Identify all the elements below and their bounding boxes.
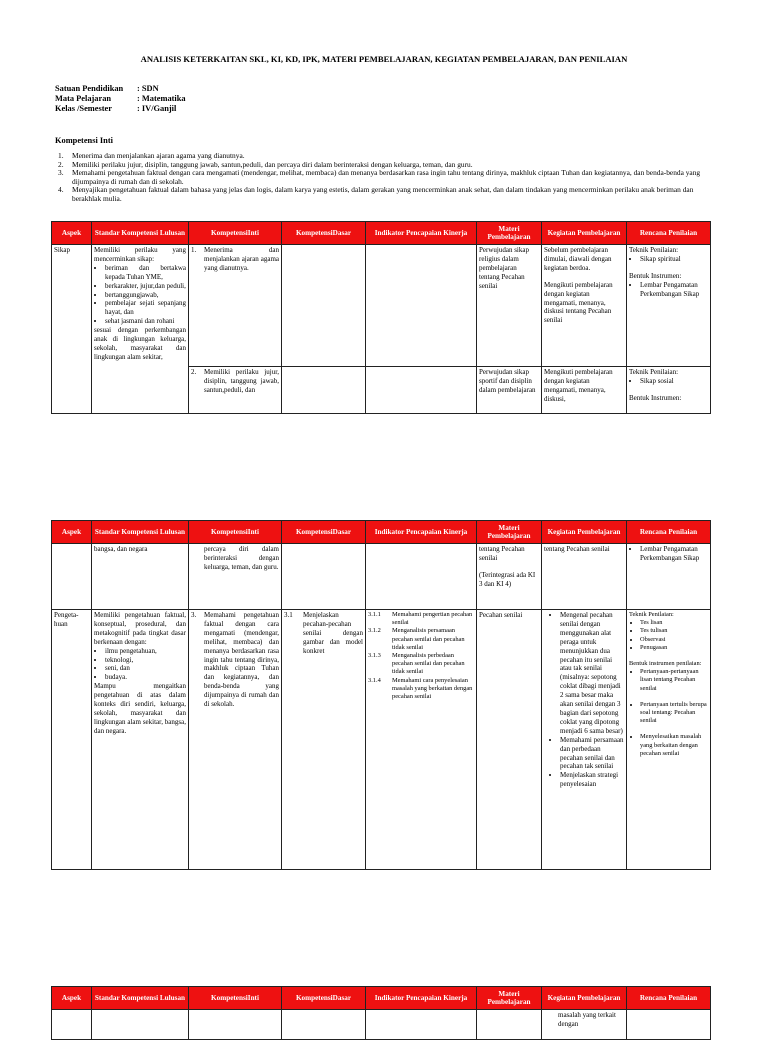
meta-label: Kelas /Semester <box>55 104 112 113</box>
header-row <box>52 987 711 1010</box>
header-aspek: Aspek <box>52 521 92 544</box>
list-item: • seni, dan <box>105 664 186 673</box>
ki-num: 2. <box>58 159 64 169</box>
penilaian-label: Bentuk Instrumen: <box>629 271 682 280</box>
kegiatan-text: Mengikuti pembelajaran dengan kegiatan mengamati, menanya, diskusi tentang Pecahan senilai <box>544 280 613 325</box>
aspek-cell <box>52 544 92 610</box>
analysis-table-3 <box>51 986 711 1040</box>
list-item: • Tes tulisan <box>640 627 708 635</box>
materi-cell <box>477 544 542 610</box>
kegiatan-text: Sebelum pembelajaran dimulai, diawali dengan kegiatan berdoa. <box>544 246 612 272</box>
ki-num: 3. <box>58 168 64 178</box>
ki-heading: Kompetensi Inti <box>55 136 113 145</box>
ipk-text: Menganalisis perbedaan pecahan senilai dan pecahan tidak senilai <box>392 652 465 676</box>
ki-text: Menerima dan menjalankan ajaran agama yang dianutnya. <box>204 246 279 272</box>
header-row <box>52 222 711 245</box>
penilaian-list <box>629 281 708 299</box>
ki-num: 3. <box>191 611 197 619</box>
ki-item <box>58 169 708 186</box>
analysis-table-1 <box>51 221 711 414</box>
kd-text: Menjelaskan pecahan-pecahan senilai dengan gambar dan model konkret <box>303 611 363 655</box>
penilaian-cell <box>627 544 711 610</box>
ipk-num: 3.1.4 <box>368 676 381 684</box>
ipk-text: Memahami pengertian pecahan senilai <box>392 611 473 627</box>
meta-row <box>55 104 186 114</box>
header-skl: Standar Kompetensi Lulusan <box>92 987 189 1010</box>
list-item: • Penugasan <box>640 644 708 652</box>
ipk-item <box>368 677 474 702</box>
table-row <box>52 245 711 367</box>
kd-cell <box>282 367 366 414</box>
header-kegiatan: Kegiatan Pembelajaran <box>542 521 627 544</box>
list-item: • Menyelesaikan masalah yang berkaitan dengan pecahan senilai <box>640 733 708 758</box>
materi-cell: Perwujudan sikap sportif dan disiplin dalam pembelajaran <box>477 367 542 414</box>
penilaian-label: Teknik Penilaian: <box>629 246 679 254</box>
ki-text: Memahami pengetahuan faktual dengan cara mengamati (mendengar, melihat, membaca) dan menanya berdasarkan rasa ingin tahu tentang dirinya, makhluk ciptaan Tuhan dan kegiatannya, dan benda-benda yang dijumpainya di rumah dan di sekolah. <box>204 611 279 709</box>
kegiatan-cell: tentang Pecahan senilai <box>542 544 627 610</box>
ki-cell <box>189 245 282 367</box>
ipk-item <box>368 652 474 677</box>
table-row <box>52 610 711 870</box>
ipk-cell <box>366 367 477 414</box>
skl-cell <box>92 245 189 414</box>
ki-list <box>58 152 708 204</box>
list-item: • berkarakter, jujur,dan peduli, <box>105 282 186 291</box>
ipk-cell <box>366 1010 477 1040</box>
materi-note: (Terintegrasi ada KI 3 dan KI 4) <box>479 570 536 588</box>
header-row <box>52 521 711 544</box>
header-kd: KompetensiDasar <box>282 521 366 544</box>
header-aspek: Aspek <box>52 987 92 1010</box>
list-item: • Sikap spiritual <box>640 255 708 264</box>
list-item: • Lembar Pengamatan Perkembangan Sikap <box>640 545 708 563</box>
aspek-cell <box>52 1010 92 1040</box>
list-item: • Tes lisan <box>640 619 708 627</box>
list-item: • Mengenal pecahan senilai dengan menggunakan alat peraga untuk menunjukkan dua pecahan itu senilai atau tak senilai (misalnya: sepotong coklat dibagi menjadi 2 sama besar maka akan senilai dengan 3 bagian dari sepotong coklat yang dipotong menjadi 6 sama besar) <box>560 611 624 736</box>
materi-cell: Perwujudan sikap religius dalam pembelajaran tentang Pecahan senilai <box>477 245 542 367</box>
table-row <box>52 544 711 610</box>
penilaian-cell <box>627 1010 711 1040</box>
header-penilaian: Rencana Penilaian <box>627 222 711 245</box>
list-item: • pembelajar sejati sepanjang hayat, dan <box>105 299 186 317</box>
penilaian-label: Bentuk Instrumen: <box>629 393 682 402</box>
ki-num: 1. <box>58 151 64 160</box>
penilaian-list <box>629 545 708 563</box>
materi-cell <box>477 1010 542 1040</box>
ipk-text: Menganalisis persamaan pecahan senilai dan pecahan tidak senilai <box>392 627 465 651</box>
penilaian-list <box>629 377 708 386</box>
ki-num: 4. <box>58 185 64 195</box>
penilaian-cell <box>627 367 711 414</box>
skl-cell: bangsa, dan negara <box>92 544 189 610</box>
penilaian-label: Teknik Penilaian: <box>629 611 674 618</box>
ki-text: Menyajikan pengetahuan faktual dalam bahasa yang jelas dan logis, dalam karya yang estetis, dalam gerakan yang mencerminkan anak sehat, dan dalam tindakan yang mencerminkan perilaku anak beriman dan berakhlak mulia. <box>72 185 694 203</box>
ki-text: percaya diri dalam berinteraksi dengan keluarga, teman, dan guru. <box>204 545 279 571</box>
kd-cell <box>282 1010 366 1040</box>
materi-cell: Pecahan senilai <box>477 610 542 870</box>
kegiatan-text: masalah yang terkait dengan <box>558 1011 616 1028</box>
skl-intro: Memiliki perilaku yang mencerminkan sikap: <box>94 246 186 263</box>
document-meta <box>55 84 186 114</box>
ki-text: Memiliki perilaku jujur, disiplin, tanggung jawab, santun,peduli, dan <box>204 368 279 394</box>
ipk-cell <box>366 544 477 610</box>
kd-cell <box>282 544 366 610</box>
header-penilaian: Rencana Penilaian <box>627 987 711 1010</box>
document-title: ANALISIS KETERKAITAN SKL, KI, KD, IPK, MATERI PEMBELAJARAN, KEGIATAN PEMBELAJARAN, DAN PENILAIAN <box>140 54 628 64</box>
kegiatan-cell <box>542 1010 627 1040</box>
skl-cell <box>92 1010 189 1040</box>
header-aspek: Aspek <box>52 222 92 245</box>
kegiatan-list <box>544 611 624 789</box>
header-ki: KompetensiInti <box>189 521 282 544</box>
ipk-cell <box>366 245 477 367</box>
list-item: • budaya. <box>105 673 186 682</box>
list-item: • Pertanyaan tertulis berupa soal tentang: Pecahan senilai <box>640 701 708 726</box>
meta-label: Satuan Pendidikan <box>55 84 124 93</box>
table-row <box>52 1010 711 1040</box>
ki-num: 1. <box>191 246 197 254</box>
kegiatan-cell <box>542 245 627 367</box>
kegiatan-cell <box>542 610 627 870</box>
ipk-item <box>368 611 474 627</box>
kd-cell <box>282 610 366 870</box>
ipk-num: 3.1.2 <box>368 627 381 635</box>
meta-row <box>55 84 186 94</box>
skl-list <box>94 647 186 683</box>
header-skl: Standar Kompetensi Lulusan <box>92 521 189 544</box>
meta-value: : SDN <box>137 84 159 93</box>
ki-text: Memiliki perilaku jujur, disiplin, tanggung jawab, santun,peduli, dan percaya diri dalam berinteraksi dengan keluarga, teman, dan guru. <box>72 159 473 169</box>
skl-cell <box>92 610 189 870</box>
ipk-num: 3.1.1 <box>368 611 381 618</box>
ki-text: Menerima dan menjalankan ajaran agama yang dianutnya. <box>72 151 245 160</box>
header-kegiatan: Kegiatan Pembelajaran <box>542 987 627 1010</box>
list-item: • Memahami persamaan dan perbedaan pecahan senilai dan pecahan tak senilai <box>560 736 624 772</box>
header-ki: KompetensiInti <box>189 222 282 245</box>
ki-cell <box>189 610 282 870</box>
ki-item <box>58 186 708 203</box>
ki-num: 2. <box>191 368 197 376</box>
list-item: • Menjelaskan strategi penyelesaian <box>560 771 624 789</box>
header-materi: Materi Pembelajaran <box>477 987 542 1010</box>
kegiatan-cell: Mengikuti pembelajaran dengan kegiatan mengamati, menanya, diskusi, <box>542 367 627 414</box>
aspek-cell: Pengeta-huan <box>52 610 92 870</box>
meta-value: : IV/Ganjil <box>137 104 177 113</box>
header-materi: Materi Pembelajaran <box>477 521 542 544</box>
ki-cell <box>189 544 282 610</box>
skl-intro: Memiliki pengetahuan faktual, konseptual, prosedural, dan metakognitif pada tingkat dasar berkenaan dengan: <box>94 611 186 646</box>
penilaian-list <box>629 668 708 758</box>
ipk-num: 3.1.3 <box>368 652 381 660</box>
list-item: • bertanggungjawab, <box>105 291 186 300</box>
list-item: • teknologi, <box>105 656 186 665</box>
ki-cell <box>189 367 282 414</box>
penilaian-label: Teknik Penilaian: <box>629 368 679 376</box>
penilaian-cell <box>627 245 711 367</box>
penilaian-cell <box>627 610 711 870</box>
ipk-cell <box>366 610 477 870</box>
ki-cell <box>189 1010 282 1040</box>
penilaian-label: Bentuk instrumen penilaian: <box>629 660 702 668</box>
list-item: • sehat jasmani dan rohani <box>105 317 186 326</box>
ipk-text: Memahami cara penyelesaian masalah yang berkaitan dengan pecahan senilai <box>392 676 473 701</box>
header-ki: KompetensiInti <box>189 987 282 1010</box>
meta-value: : Matematika <box>137 94 186 103</box>
penilaian-list <box>629 619 708 652</box>
ki-text: Memahami pengetahuan faktual dengan cara mengamati (mendengar, melihat, membaca) dan menanya berdasarkan rasa ingin tahu tentang dirinya, makhluk ciptaan Tuhan dan kegiatannya, dan benda-benda yang dijumpainya di rumah dan di sekolah. <box>72 168 701 186</box>
header-materi: Materi Pembelajaran <box>477 222 542 245</box>
header-ipk: Indikator Pencapaian Kinerja <box>366 222 477 245</box>
header-skl: Standar Kompetensi Lulusan <box>92 222 189 245</box>
skl-list <box>94 264 186 326</box>
header-ipk: Indikator Pencapaian Kinerja <box>366 521 477 544</box>
kd-num: 3.1 <box>284 611 293 619</box>
list-item: • Observasi <box>640 636 708 644</box>
meta-label: Mata Pelajaran <box>55 94 112 103</box>
materi-text: tentang Pecahan senilai <box>479 545 525 562</box>
penilaian-list <box>629 255 708 264</box>
header-kd: KompetensiDasar <box>282 222 366 245</box>
ipk-item <box>368 627 474 652</box>
skl-tail: Mampu mengaitkan pengetahuan di atas dalam konteks diri sendiri, keluarga, sekolah, masyarakat dan lingkungan alam sekitar, bangsa, dan negara. <box>94 682 186 735</box>
skl-tail: sesuai dengan perkembangan anak di lingkungan keluarga, sekolah, masyarakat dan lingkungan alam sekitar, <box>94 326 186 361</box>
list-item: • ilmu pengetahuan, <box>105 647 186 656</box>
kd-cell <box>282 245 366 367</box>
header-kd: KompetensiDasar <box>282 987 366 1010</box>
meta-row <box>55 94 186 104</box>
aspek-cell: Sikap <box>52 245 92 414</box>
header-penilaian: Rencana Penilaian <box>627 521 711 544</box>
list-item: • Lembar Pengamatan Perkembangan Sikap <box>640 281 708 299</box>
analysis-table-2 <box>51 520 711 870</box>
list-item: • Pertanyaan-pertanyaan lisan tentang Pecahan senilai <box>640 668 708 693</box>
header-ipk: Indikator Pencapaian Kinerja <box>366 987 477 1010</box>
list-item: • beriman dan bertakwa kepada Tuhan YME, <box>105 264 186 282</box>
list-item: • Sikap sosial <box>640 377 708 386</box>
header-kegiatan: Kegiatan Pembelajaran <box>542 222 627 245</box>
